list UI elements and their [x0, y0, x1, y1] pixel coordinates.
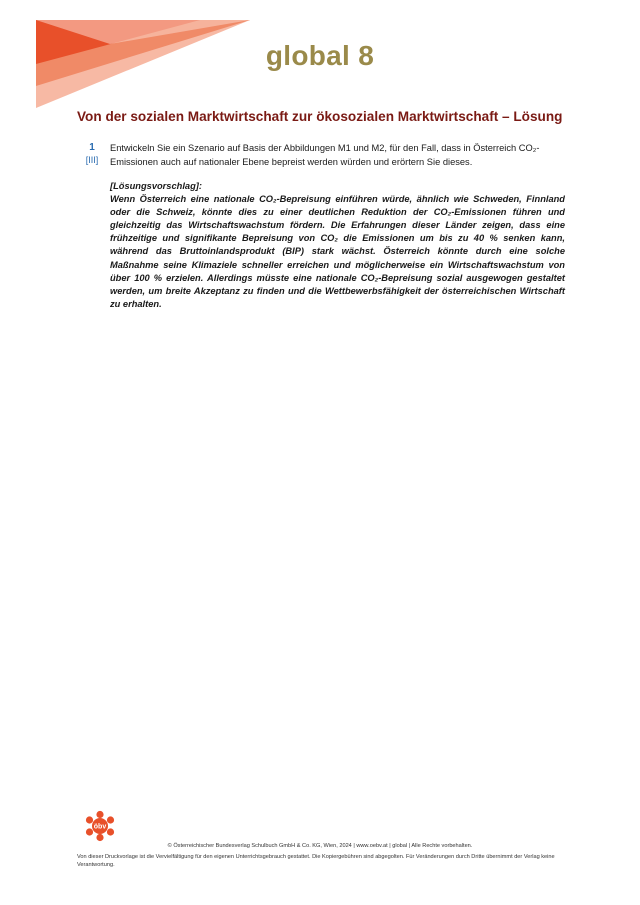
publisher-logo-text: öbv: [93, 823, 107, 831]
solution-text: Wenn Österreich eine nationale CO₂-Bepreisung einführen würde, ähnlich wie Schweden, Finnland oder die Schweiz, könnte dies zu einer deutlichen Reduktion der CO₂-Emissionen führen und gleichzeitig das Wirtschaftswachstum fördern. Die Erfahrungen dieser Länder zeigen, dass eine frühzeitige und signifikante Bepreisung von CO₂ die Emissionen um bis zu 40 % senken kann, während das Bruttoinlandsprodukt (BIP) stark wächst. Österreich könnte durch eine solche Maßnahme seine Klimaziele schneller erreichen und möglicherweise ein Wirtschaftswachstum von über 100 % erzielen. Allerdings müsste eine nationale CO₂-Bepreisung sozial ausgewogen gestaltet werden, um breite Akzeptanz zu finden und die Wettbewerbsfähigkeit der österreichischen Wirtschaft zu erhalten.: [110, 194, 565, 309]
publisher-logo-icon: [83, 810, 117, 842]
task-number: 1: [89, 142, 95, 153]
corner-decoration: [0, 0, 260, 110]
solution-block: [110, 180, 565, 311]
solution-label: [Lösungsvorschlag]:: [110, 181, 202, 191]
task-instruction: Entwickeln Sie ein Szenario auf Basis der Abbildungen M1 und M2, für den Fall, dass in Österreich CO₂-Emissionen auch auf nationaler Ebene bepreist werden würden und erörtern Sie dieses.: [110, 143, 540, 167]
footer-note: Von dieser Druckvorlage ist die Vervielfältigung für den eigenen Unterrichtsgebrauch gestattet. Die Kopiergebühren sind abgegolten. Für Veränderungen durch Dritte übernimmt der Verlag keine Verantwortung.: [77, 854, 555, 868]
brand-title: global 8: [265, 40, 375, 71]
footer-copyright: © Österreichischer Bundesverlag Schulbuch GmbH & Co. KG, Wien, 2024 | www.oebv.at | global | Alle Rechte vorbehalten.: [167, 843, 473, 849]
page-title: Von der sozialen Marktwirtschaft zur ökosozialen Marktwirtschaft – Lösung: [77, 109, 563, 124]
task-level: [III]: [85, 155, 99, 165]
